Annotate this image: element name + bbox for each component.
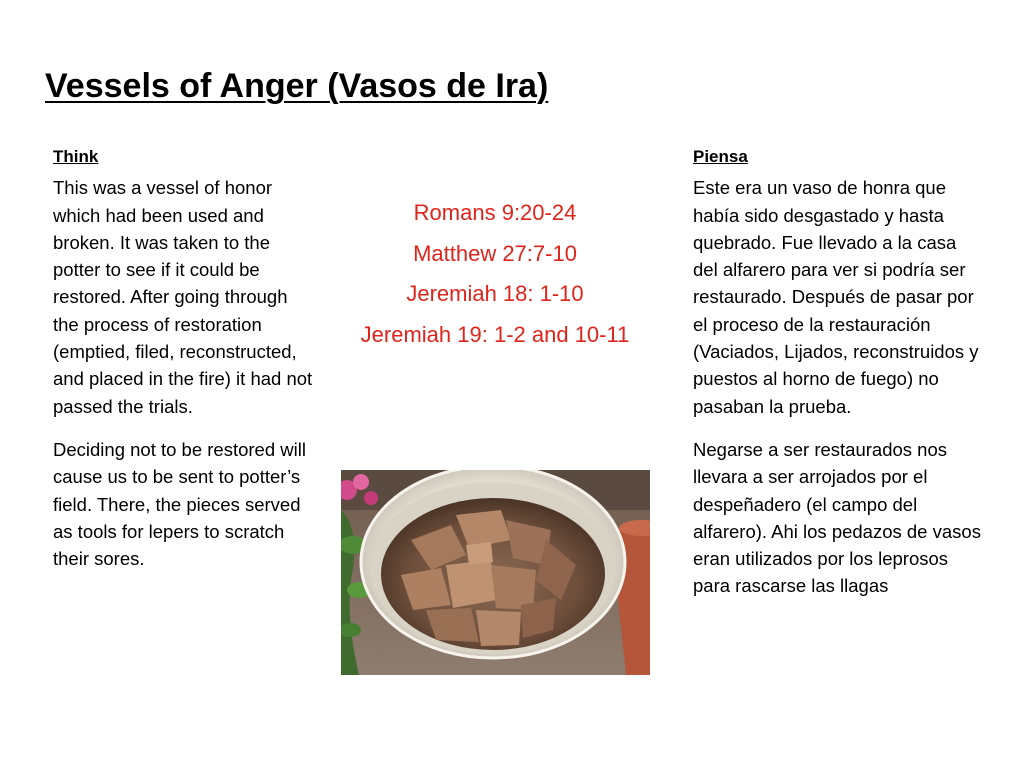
think-column	[53, 143, 315, 588]
piensa-paragraph-1: Este era un vaso de honra que había sido desgastado y hasta quebrado. Fue llevado a la casa del alfarero para ver si podría ser restaurado. Después de pasar por el proceso de la restauración (Vaciados, Lijados, reconstruidos y puestos al horno de fuego) no pasaban la prueba.	[693, 177, 979, 417]
reference-matthew: Matthew 27:7-10	[413, 240, 577, 266]
think-paragraph-1: This was a vessel of honor which had been used and broken. It was taken to the potter to see if it could be restored. After going through the process of restoration (emptied, filed, reconstructed, and placed in the fire) it had not passed the trials.	[53, 177, 313, 417]
broken-pottery-photo	[341, 470, 650, 675]
scripture-references	[315, 193, 675, 355]
piensa-column	[693, 143, 985, 616]
piensa-paragraph-2: Negarse a ser restaurados nos llevara a ser arrojados por el despeñadero (el campo del alfarero). Ahi los pedazos de vasos eran utilizados por los leprosos para rascarse las llagas	[693, 438, 981, 597]
reference-romans: Romans 9:20-24	[413, 200, 577, 225]
think-heading: Think	[53, 147, 99, 166]
reference-jeremiah-18: Jeremiah 18: 1-10	[406, 281, 584, 306]
piensa-heading: Piensa	[693, 147, 748, 166]
slide-title: Vessels of Anger (Vasos de Ira)	[45, 67, 549, 105]
think-paragraph-2: Deciding not to be restored will cause us to be sent to potter’s field. There, the pieces served as tools for lepers to scratch their sores.	[53, 438, 306, 570]
reference-jeremiah-19: Jeremiah 19: 1-2 and 10-11	[360, 321, 630, 347]
